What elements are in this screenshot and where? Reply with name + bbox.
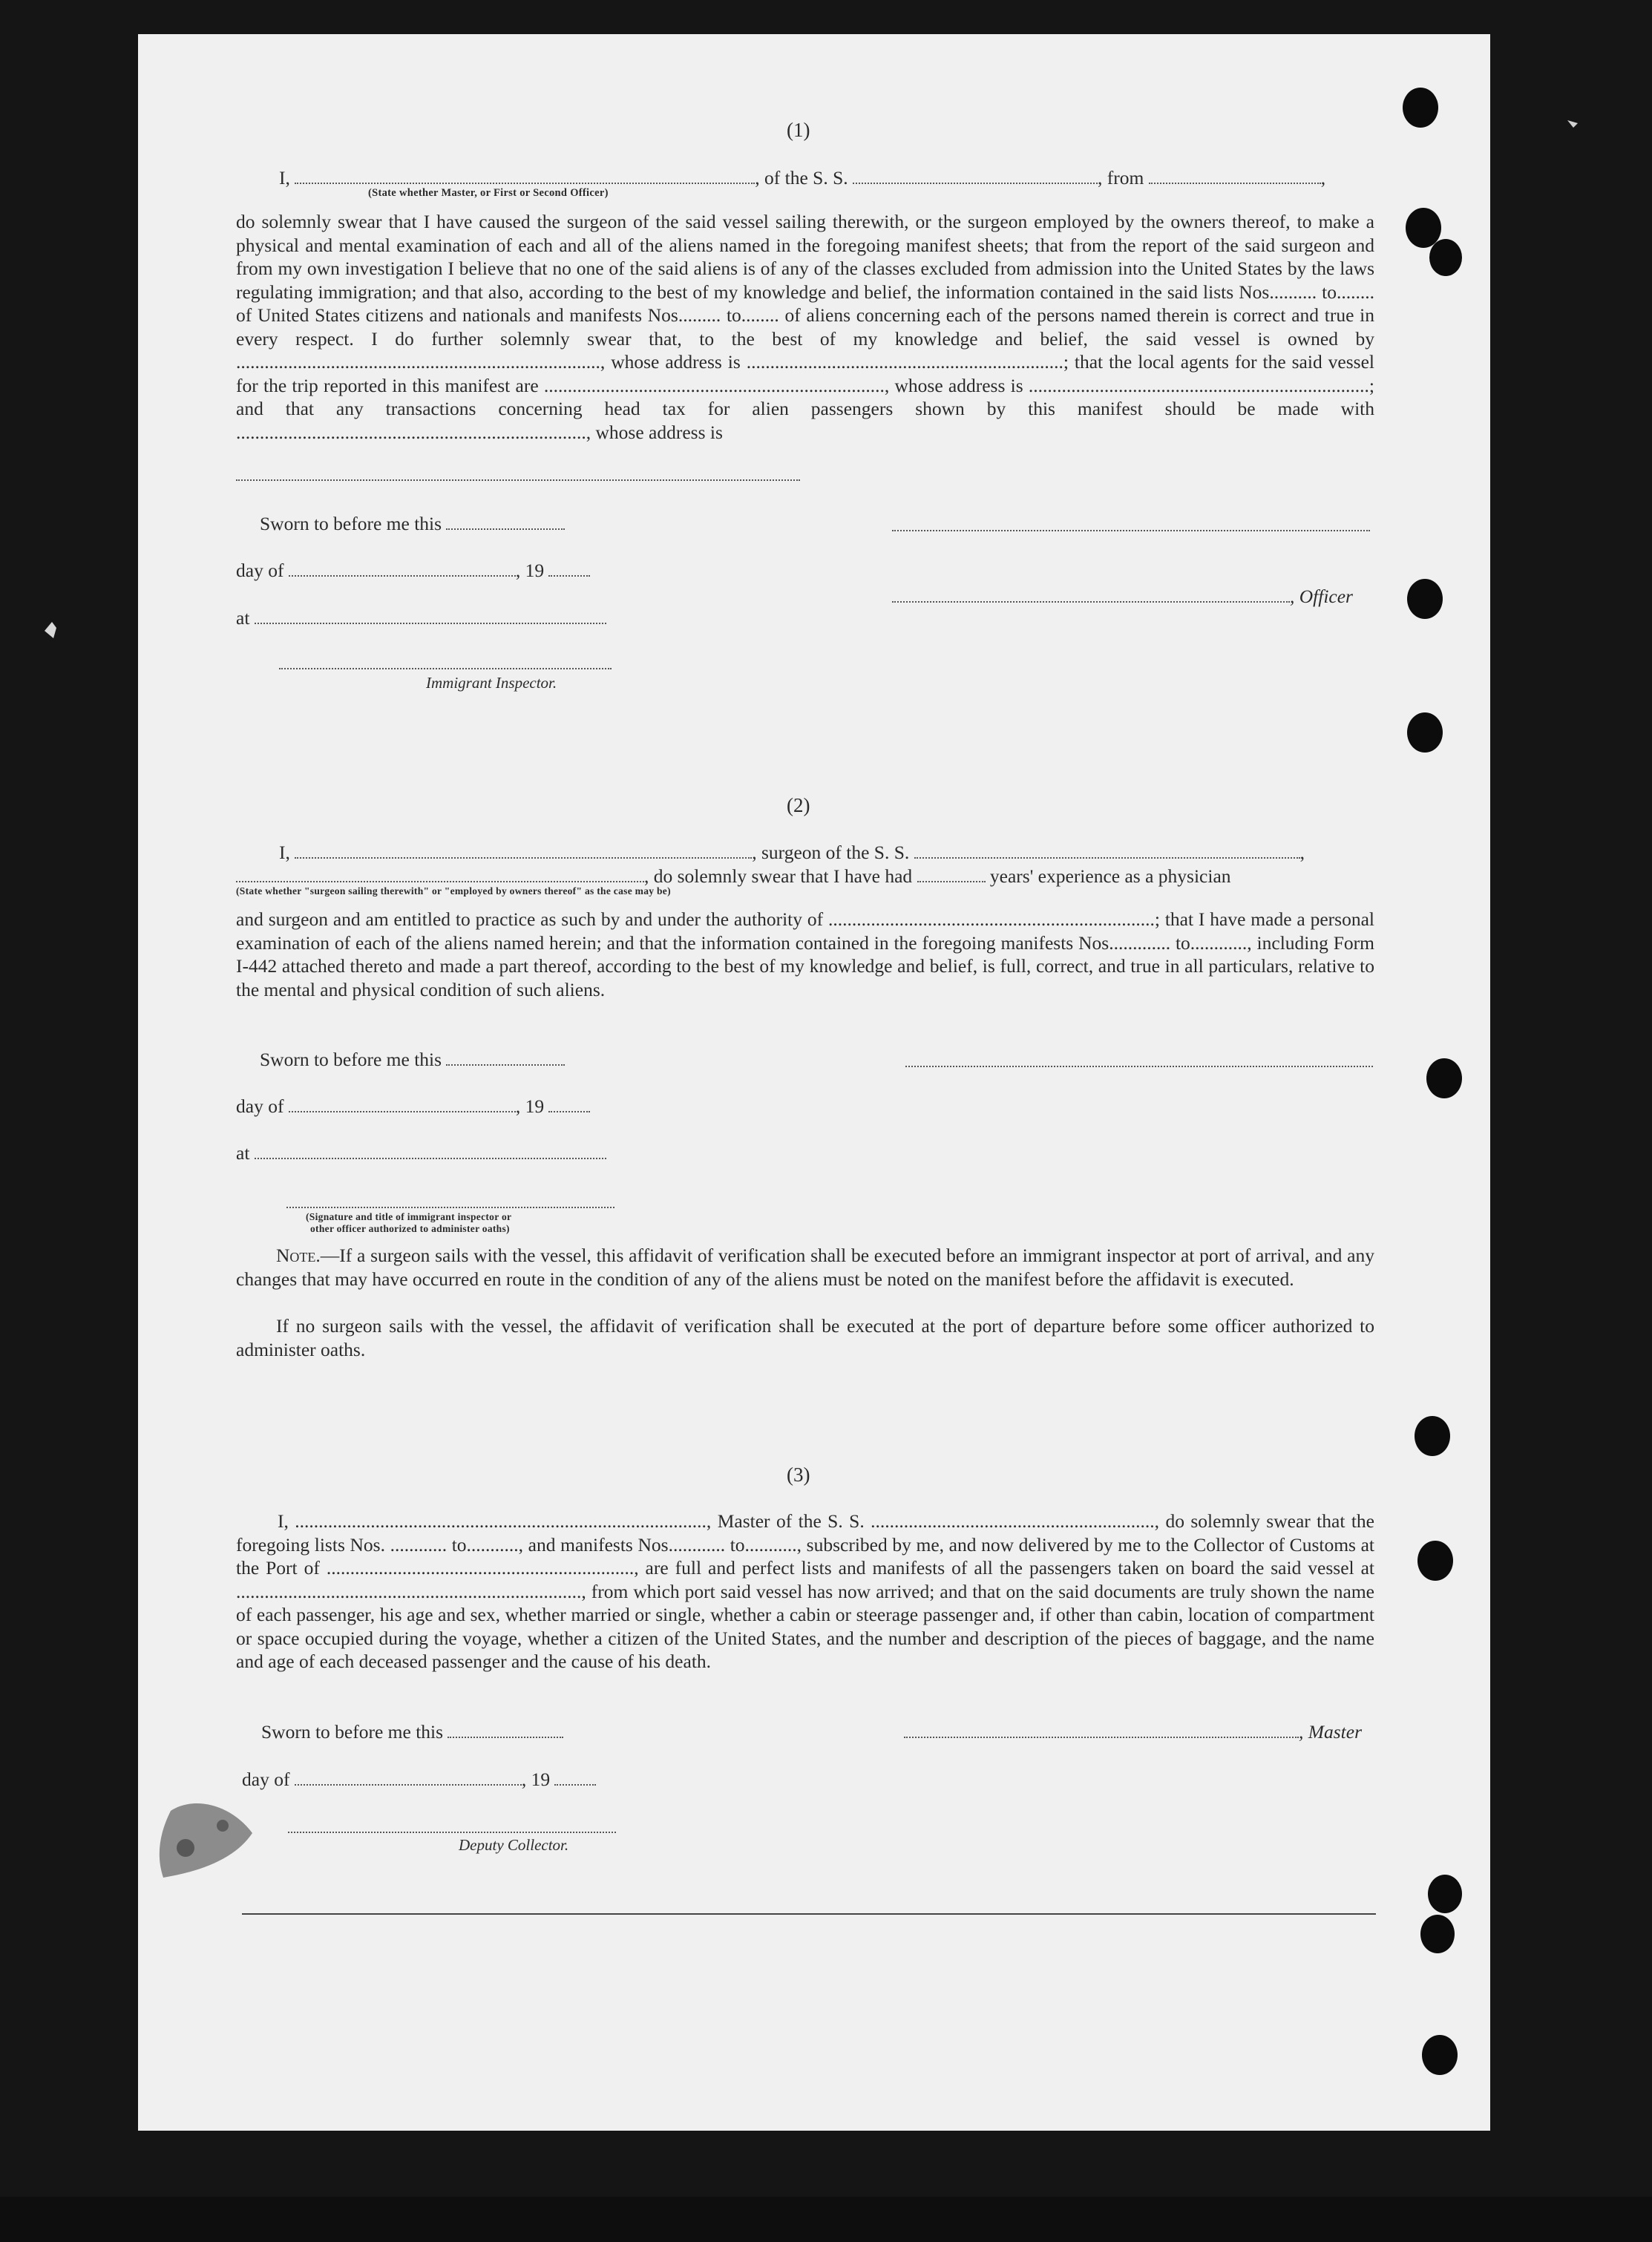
at-place-field[interactable] <box>255 608 606 624</box>
at-place-field[interactable] <box>255 1143 606 1159</box>
of-ss-label: , of the S. S. <box>755 167 848 189</box>
years-label: years' experience as a physician <box>989 865 1231 887</box>
ink-smudge <box>141 1766 304 1900</box>
punch-hole <box>1428 1875 1462 1913</box>
inspector-signature-line[interactable] <box>279 666 612 669</box>
punch-hole <box>1415 1416 1450 1456</box>
year-prefix: , 19 <box>521 1769 551 1790</box>
section-2-sworn <box>260 1048 565 1072</box>
section-1-day-of <box>236 559 590 583</box>
address-continuation-line[interactable] <box>236 478 800 481</box>
signature-hint-2: other officer authorized to administer oaths) <box>310 1223 510 1234</box>
day-of-field[interactable] <box>289 1096 516 1112</box>
year-prefix: , 19 <box>515 560 545 581</box>
officer-label: , Officer <box>1290 586 1353 607</box>
surgeon-of-ss-label: , surgeon of the S. S. <box>752 842 910 863</box>
section-2-oath-line <box>279 841 1305 865</box>
officer-rank-hint: (State whether Master, or First or Second Officer) <box>368 187 609 199</box>
day-of-label: day of <box>236 560 284 581</box>
officer-signature-line[interactable] <box>892 528 1370 531</box>
officer-name-field[interactable] <box>295 168 755 184</box>
bottom-rule <box>242 1913 1376 1915</box>
day-of-label: day of <box>236 1095 284 1117</box>
oath-i: I, <box>279 842 290 863</box>
note-text-1: —If a surgeon sails with the vessel, this affidavit of verification shall be executed before an immigrant inspector at port of arrival, and any changes that may have occurred en route in the condition of any of the aliens must be noted on the manifest before the affidavit is executed. <box>236 1245 1374 1290</box>
section-3-master <box>904 1720 1362 1744</box>
note-paragraph-1 <box>236 1244 1374 1291</box>
swear-label: , do solemnly swear that I have had <box>644 865 913 887</box>
punch-hole <box>1422 2035 1458 2075</box>
sworn-date-field[interactable] <box>446 514 565 530</box>
master-signature-line[interactable] <box>904 1722 1299 1738</box>
surgeon-name-field[interactable] <box>295 842 752 859</box>
sworn-date-field[interactable] <box>446 1049 565 1066</box>
sworn-date-field[interactable] <box>448 1722 563 1738</box>
day-of-field[interactable] <box>289 560 516 577</box>
section-3-body: I, ......................................................................................., Master of the S. S. ............................................................, do solemnly swear that the foregoing lists Nos. ............ to..........., and manifests Nos............ to..........., subscribed by me, and now delivered by me to the Collector of Customs at the Port of ................................................................., are full and perfect lists and manifests of all the passengers taken on board the said vessel at ........................................................................., from which port said vessel has now arrived; and that on the said documents are truly shown the name of each passenger, his age and sex, whether married or single, whether a cabin or steerage passenger and, if other than cabin, location of compartment or space occupied during the voyage, whether a citizen of the United States, and the number and description of the pieces of baggage, and the name and age of each deceased passenger and the cause of his death. <box>236 1510 1374 1672</box>
deputy-collector-label: Deputy Collector. <box>459 1836 569 1854</box>
collector-signature-line[interactable] <box>288 1830 616 1833</box>
section-2-at <box>236 1141 606 1165</box>
surgeon-signature-line[interactable] <box>905 1064 1373 1067</box>
punch-hole <box>1407 579 1443 619</box>
master-label: , Master <box>1299 1721 1362 1743</box>
authorized-officer-signature-line[interactable] <box>286 1205 614 1208</box>
year-prefix: , 19 <box>515 1095 545 1117</box>
punch-hole <box>1407 712 1443 753</box>
note-paragraph-2 <box>236 1314 1374 1361</box>
punch-hole <box>1426 1058 1462 1098</box>
section-1-sworn <box>260 512 565 536</box>
at-label: at <box>236 1142 250 1164</box>
section-2-day-of <box>236 1095 590 1118</box>
day-of-field[interactable] <box>295 1769 522 1786</box>
year-field[interactable] <box>548 1096 590 1112</box>
surgeon-vessel-field[interactable] <box>914 842 1300 859</box>
at-label: at <box>236 607 250 629</box>
vessel-name-field[interactable] <box>853 168 1098 184</box>
comma: , <box>1320 167 1326 189</box>
surgeon-status-field[interactable] <box>236 866 644 882</box>
year-field[interactable] <box>554 1769 596 1786</box>
sworn-label: Sworn to before me this <box>261 1721 444 1743</box>
section-1-officer <box>892 585 1353 609</box>
oath-i: I, <box>279 167 290 189</box>
from-port-field[interactable] <box>1149 168 1321 184</box>
sworn-label: Sworn to before me this <box>260 513 442 534</box>
day-of-label: day of <box>242 1769 290 1790</box>
section-3-sworn <box>261 1720 563 1744</box>
surgeon-status-hint: (State whether "surgeon sailing therewith" or "employed by owners thereof" as the case may be) <box>236 885 671 897</box>
punch-hole <box>1417 1541 1453 1581</box>
section-2-number: (2) <box>787 794 810 816</box>
sworn-label: Sworn to before me this <box>260 1049 442 1070</box>
from-label: , from <box>1098 167 1144 189</box>
comma: , <box>1299 842 1305 863</box>
officer-title-line[interactable] <box>892 586 1290 603</box>
section-1-oath-line <box>279 166 1325 190</box>
immigrant-inspector-label: Immigrant Inspector. <box>426 674 557 692</box>
years-experience-field[interactable] <box>917 866 986 882</box>
punch-hole <box>1420 1915 1455 1953</box>
section-2-swear-line <box>236 865 1231 888</box>
section-2-body: and surgeon and am entitled to practice as such by and under the authority of .....................................................................; that I have made a personal examination of each of the aliens named herein; and that the information contained in the foregoing manifests Nos............. to............, including Form I-442 attached thereto and made a part thereof, according to the best of my knowledge and belief, is full, correct, and true in all particulars, relative to the mental and physical condition of such aliens. <box>236 908 1374 1000</box>
note-text-2: If no surgeon sails with the vessel, the affidavit of verification shall be executed at the port of departure before some officer authorized to administer oaths. <box>236 1315 1374 1360</box>
section-1-number: (1) <box>787 119 810 141</box>
section-3-number: (3) <box>787 1463 810 1486</box>
signature-hint-1: (Signature and title of immigrant inspector or <box>306 1211 512 1222</box>
section-1-at <box>236 606 606 630</box>
section-1-body: do solemnly swear that I have caused the surgeon of the said vessel sailing therewith, or the surgeon employed by the owners thereof, to make a physical and mental examination of each and all of the aliens named in the foregoing manifest sheets; that from the report of the said surgeon and from my own investigation I believe that no one of the said aliens is of any of the classes excluded from admission into the United States by the laws regulating immigration; and that also, according to the best of my knowledge and belief, the information contained in the said lists Nos.......... to........ of United States citizens and nationals and manifests Nos......... to........ of aliens concerning each of the persons named therein is correct and true in every respect. I do further solemnly swear that, to the best of my knowledge and belief, the said vessel is owned by ............................................................................., whose address is ...................................................................; that the local agents for the said vessel for the trip reported in this manifest are ........................................................................, whose address is ........................................................................; and that any transactions concerning head tax for alien passengers shown by this manifest should be made with .........................................................................., whose address is <box>236 211 1374 443</box>
punch-hole <box>1429 239 1462 276</box>
punch-hole <box>1403 88 1438 128</box>
year-field[interactable] <box>548 560 590 577</box>
note-label: Note. <box>276 1245 321 1266</box>
